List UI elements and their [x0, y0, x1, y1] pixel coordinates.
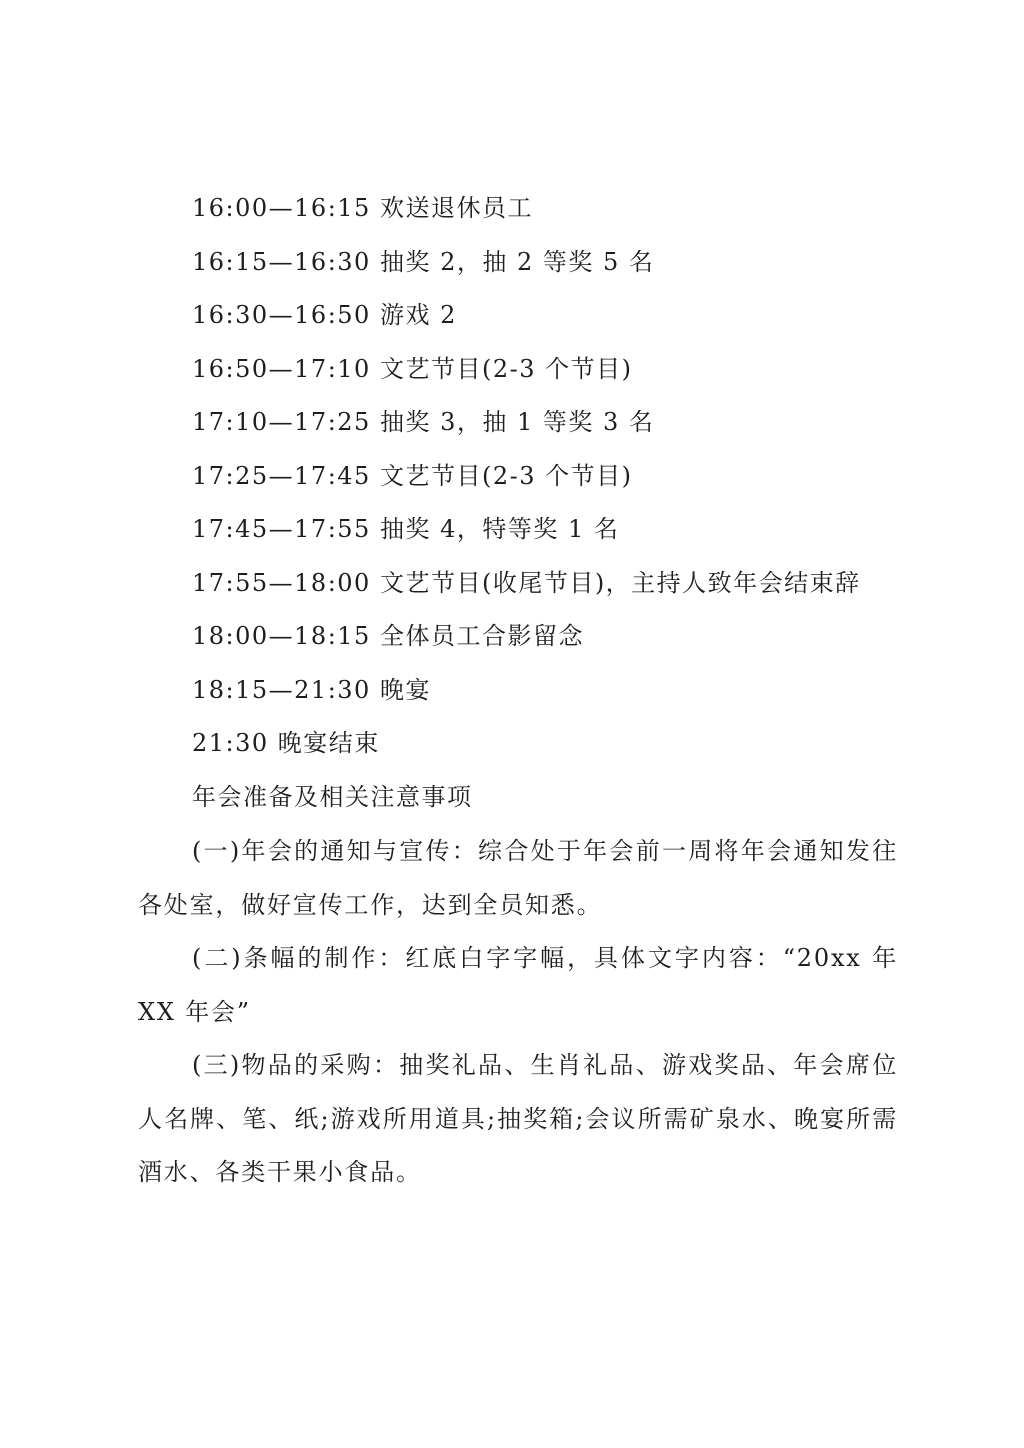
- notes-section: [138, 825, 898, 1200]
- schedule-list: [192, 182, 912, 824]
- paragraph-notice: (一)年会的通知与宣传：综合处于年会前一周将年会通知发往各处室，做好宣传工作，达到全员知悉。: [138, 837, 898, 919]
- schedule-item: 16:30—16:50 游戏 2: [192, 301, 457, 329]
- schedule-item: 21:30 晚宴结束: [192, 729, 380, 757]
- schedule-item: 17:10—17:25 抽奖 3，抽 1 等奖 3 名: [192, 408, 655, 436]
- paragraph-banner: (二)条幅的制作：红底白字字幅，具体文字内容：“20xx 年 XX 年会”: [138, 944, 898, 1026]
- schedule-item: 16:00—16:15 欢送退休员工: [192, 194, 533, 222]
- schedule-item: 17:55—18:00 文艺节目(收尾节目)，主持人致年会结束辞: [192, 568, 861, 597]
- section-heading: 年会准备及相关注意事项: [192, 782, 473, 811]
- schedule-item: 18:00—18:15 全体员工合影留念: [192, 622, 584, 650]
- schedule-item: 17:25—17:45 文艺节目(2-3 个节目): [192, 461, 633, 490]
- schedule-item: 17:45—17:55 抽奖 4，特等奖 1 名: [192, 515, 620, 543]
- paragraph-purchasing: (三)物品的采购：抽奖礼品、生肖礼品、游戏奖品、年会席位人名牌、笔、纸;游戏所用道具;抽奖箱;会议所需矿泉水、晚宴所需酒水、各类干果小食品。: [138, 1051, 898, 1186]
- schedule-item: 16:15—16:30 抽奖 2，抽 2 等奖 5 名: [192, 247, 655, 276]
- schedule-item: 16:50—17:10 文艺节目(2-3 个节目): [192, 354, 633, 383]
- schedule-item: 18:15—21:30 晚宴: [192, 675, 431, 704]
